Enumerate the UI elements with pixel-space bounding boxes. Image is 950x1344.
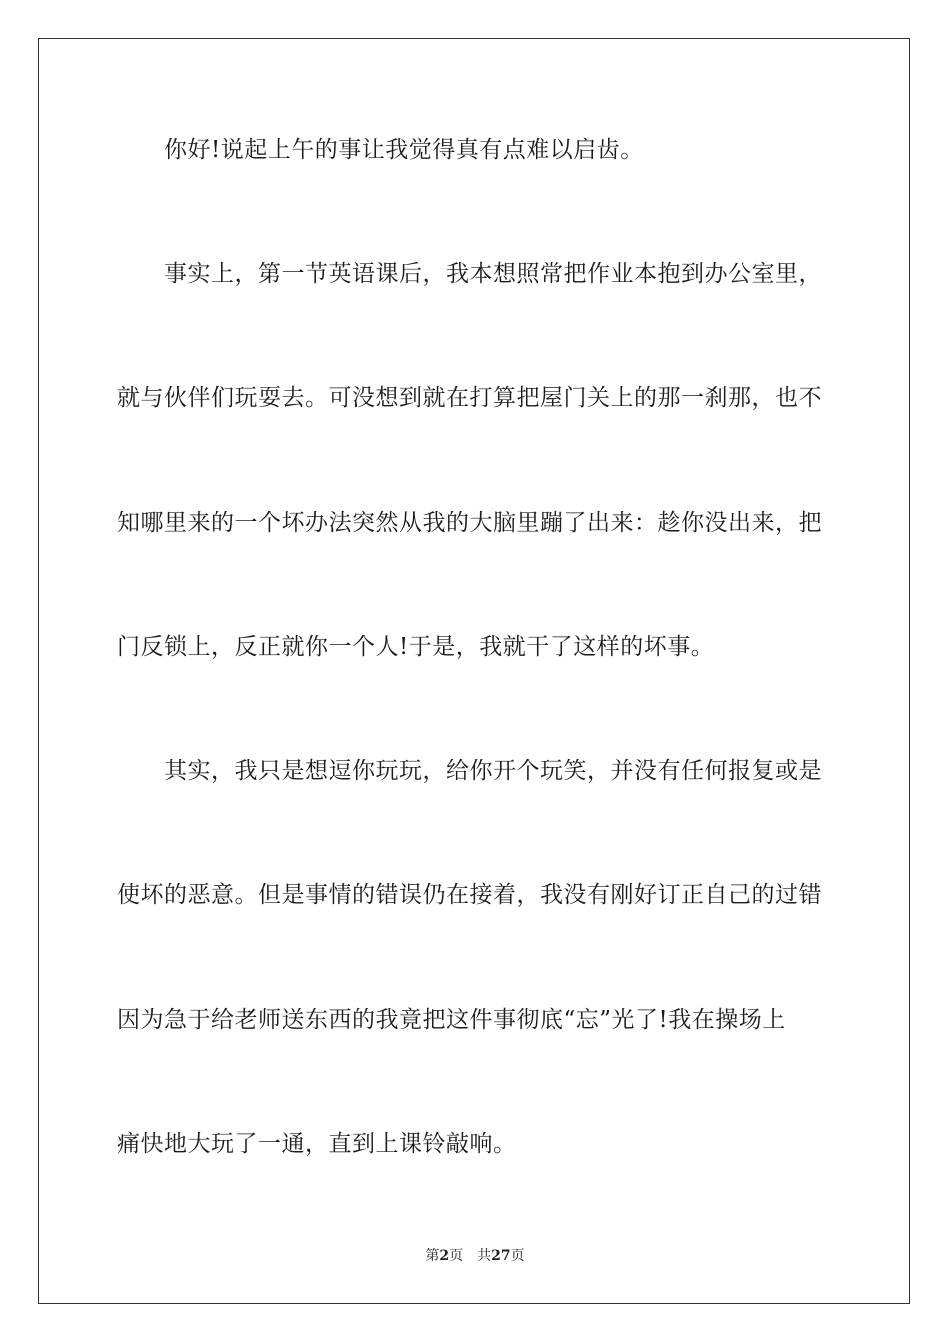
total-prefix: 共 bbox=[477, 1248, 492, 1264]
paragraph-line: 你好!说起上午的事让我觉得真有点难以启齿。 bbox=[164, 137, 644, 163]
page-footer bbox=[0, 1246, 950, 1266]
page-number: 2 bbox=[439, 1248, 450, 1264]
paragraph-line: 就与伙伴们玩耍去。可没想到就在打算把屋门关上的那一刹那，也不 bbox=[117, 385, 822, 411]
paragraph-line: 门反锁上，反正就你一个人!于是，我就干了这样的坏事。 bbox=[117, 634, 715, 660]
page-suffix: 页 bbox=[449, 1248, 464, 1264]
paragraph-line: 事实上，第一节英语课后，我本想照常把作业本抱到办公室里， bbox=[164, 261, 822, 287]
total-pages: 27 bbox=[491, 1248, 511, 1264]
page-prefix: 第 bbox=[425, 1248, 440, 1264]
total-suffix: 页 bbox=[510, 1248, 525, 1264]
paragraph-line: 因为急于给老师送东西的我竟把这件事彻底“忘”光了!我在操场上 bbox=[117, 1007, 786, 1033]
paragraph-line: 使坏的恶意。但是事情的错误仍在接着，我没有刚好订正自己的过错 bbox=[117, 882, 822, 908]
paragraph-line: 痛快地大玩了一通，直到上课铃敲响。 bbox=[117, 1131, 517, 1157]
paragraph-line: 知哪里来的一个坏办法突然从我的大脑里蹦了出来：趁你没出来，把 bbox=[117, 510, 822, 536]
page-border bbox=[38, 38, 910, 1304]
paragraph-line: 其实，我只是想逗你玩玩，给你开个玩笑，并没有任何报复或是 bbox=[164, 758, 822, 784]
